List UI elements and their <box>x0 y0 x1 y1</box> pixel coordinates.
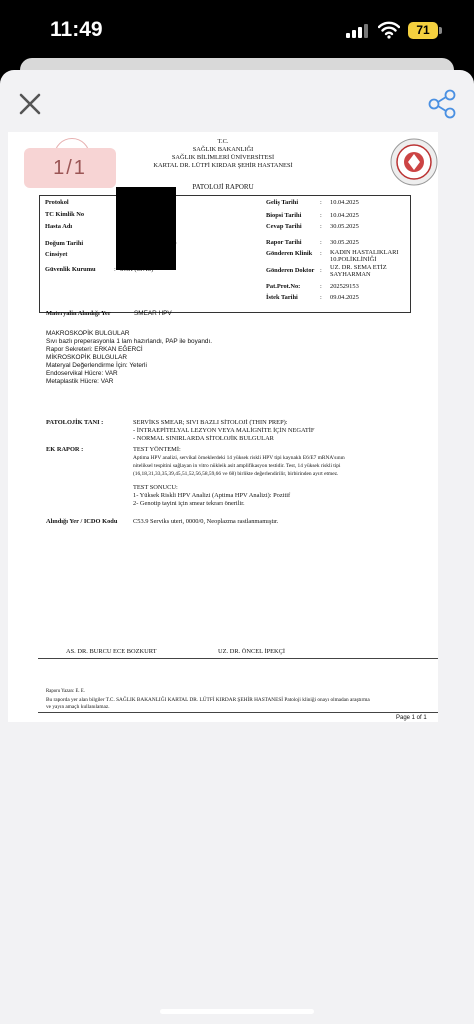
page-indicator: 1/1 <box>24 148 116 188</box>
header-line-3: SAĞLIK BİLİMLERİ ÜNİVERSİTESİ <box>171 154 275 161</box>
material-value: SMEAR HPV <box>134 310 172 317</box>
signature-rule <box>38 658 438 659</box>
hasta-adi-label: Hasta Adı <box>45 223 73 230</box>
footer-line-2: ve yayın amaçlı kullanılamaz. <box>46 704 110 710</box>
biopsi-tarihi-value: 10.04.2025 <box>330 212 359 219</box>
home-indicator[interactable] <box>160 1009 314 1014</box>
istek-tarihi-value: 09.04.2025 <box>330 294 359 301</box>
page-of: Page 1 of 1 <box>396 715 427 721</box>
close-icon[interactable] <box>16 90 44 118</box>
rapor-tarihi-label: Rapor Tarihi <box>266 239 302 246</box>
guvenlik-kurumu-colon: : <box>114 266 116 273</box>
footer-line-1: Bu raporda yer alan bilgiler T.C. SAĞLIK BAKANLIĞI KARTAL DR. LÜTFİ KIRDAR ŞEHİR HASTANESİ Patoloji kliniği onayı olmadan araştırma <box>46 697 370 703</box>
footer-rule <box>38 712 438 713</box>
diagnosis-line-1: SERVİKS SMEAR; SIVI BAZLI SİTOLOJİ (THIN PREP): <box>133 419 288 426</box>
header-line-1: T.C. <box>217 138 229 145</box>
ek-line-4: (16,18,31,33,35,39,45,51,52,56,58,59,66 ve 68) birlikte değerlendirilir, birbirinden ayırt etmez. <box>133 471 339 477</box>
macro-line-4: MİKROSKOPİK BULGULAR <box>46 354 127 361</box>
macro-line-3: Rapor Sekreteri: ERKAN EĞERCİ <box>46 346 143 353</box>
ek-line-8: 2- Genotip tayini için smear tekrarı önerilir. <box>133 500 245 507</box>
icdo-label: Alındığı Yer / ICDO Kodu <box>46 518 118 525</box>
pat-prot-value: 202529153 <box>330 283 359 290</box>
ek-rapor-label: EK RAPOR : <box>46 446 84 453</box>
gonderen-klinik-value: KADIN HASTALIKLARI <box>330 249 399 256</box>
macro-line-6: Endoservikal Hücre: VAR <box>46 370 118 377</box>
share-icon[interactable] <box>426 88 458 120</box>
typist: Raporu Yazan: E. E. <box>46 689 85 694</box>
wifi-icon <box>378 21 400 39</box>
signature-left: AS. DR. BURCU ECE BOZKURT <box>66 648 157 655</box>
battery-indicator: 71 <box>408 22 438 39</box>
document-page[interactable]: 1/1 T.C. SAĞLIK BAKANLIĞI SAĞLIK BİLİMLERİ ÜNİVERSİTESİ KARTAL DR. LÜTFİ KIRDAR ŞEHİR HASTANESİ PATOLOJİ RAPORU Protokol TC Kimlik No Hasta Adı Doğum Tarihi Cinsiyet Güvenlik Kurumu : Geliş Tarihi : 10.04.2025 Biopsi Tarihi : 10.04.2025 Cevap Tarihi : 30.05.2025 Rapor Tarihi : 30.05.2025 Gönderen Klinik : KADIN HASTALIKLARI 10.POLİKLİNİĞİ Gönderen Doktor : UZ. DR. SEMA ETİZ SAYHARMAN Pat.Prot.No: : 202529153 İstek Tarihi : 09.04.2025 Materyalin Alındığı Yer SMEAR HPV MAKROSKOPİK BULGULAR Sıvı bazlı preperasyonla 1 lam hazırlandı, PAP ile boyandı. Rapor Sekreteri: ERKAN EĞERCİ MİKROSKOPİK BULGULAR Materyal Değerlendirme İçin: Yeterli Endoservikal Hücre: VAR Metaplastik Hücre: VAR PATOLOJİK TANI : SERVİKS SMEAR; SIVI BAZLI SİTOLOJİ (THIN PREP): - İNTRAEPİTELYAL LEZYON VEYA MALİGNİTE İÇİN NEGATİF - NORMAL SINIRLARDA SİTOLOJİK BULGULAR EK RAPOR : TEST YÖNTEMİ: Aptima HPV analizi, servikal örneklerdeki 14 yüksek riskli HPV tipi kaynaklı E6/E7 mRNA'sının niteliksel tespitini sağlayan in vitro nükleik asit amplifikasyon testidir. Test, 14 yüksek riskli tipi (16,18,31,33,35,39,45,51,52,56,58,59,66 ve 68) birlikte değerlendirilir, birbirinden ayırt etmez. TEST SONUCU: 1- Yüksek Riskli HPV Analizi (Aptima HPV Analizi): Pozitif 2- Genotip tayini için smear tekrarı önerilir. Alındığı Yer / ICDO Kodu C53.9 Serviks uteri, 0000/0, Neoplazma rastlanmamıştır. AS. DR. BURCU ECE BOZKURT UZ. DR. ÖNCEL İPEKÇİ Raporu Yazan: E. E. Bu raporda yer alan bilgiler T.C. SAĞLIK BAKANLIĞI KARTAL DR. LÜTFİ KIRDAR ŞEHİR HASTANESİ Patoloji kliniği onayı olmadan araştırma ve yayın amaçlı kullanılamaz. Page 1 of 1 <box>8 132 438 722</box>
cevap-tarihi-label: Cevap Tarihi <box>266 223 302 230</box>
gonderen-doktor-label: Gönderen Doktor <box>266 267 315 274</box>
header-line-2: SAĞLIK BAKANLIĞI <box>192 146 254 153</box>
cellular-signal-icon <box>346 24 370 38</box>
status-time: 11:49 <box>50 18 103 41</box>
ek-line-1: TEST YÖNTEMİ: <box>133 446 181 453</box>
rapor-tarihi-value: 30.05.2025 <box>330 239 359 246</box>
macro-line-5: Materyal Değerlendirme İçin: Yeterli <box>46 362 147 369</box>
macro-line-7: Metaplastik Hücre: VAR <box>46 378 114 385</box>
protokol-label: Protokol <box>45 199 69 206</box>
material-label: Materyalin Alındığı Yer <box>46 310 111 317</box>
cevap-tarihi-value: 30.05.2025 <box>330 223 359 230</box>
redacted-patient-block <box>116 187 176 270</box>
diagnosis-line-3: - NORMAL SINIRLARDA SİTOLOJİK BULGULAR <box>133 435 274 442</box>
diagnosis-label: PATOLOJİK TANI : <box>46 419 104 426</box>
tc-kimlik-label: TC Kimlik No <box>45 211 85 218</box>
macro-line-1: MAKROSKOPİK BULGULAR <box>46 330 130 337</box>
battery-tip <box>439 27 442 34</box>
gonderen-klinik-label: Gönderen Klinik <box>266 250 313 257</box>
hospital-seal-icon <box>386 137 442 187</box>
gelis-tarihi-value: 10.04.2025 <box>330 199 359 206</box>
header-line-4: KARTAL DR. LÜTFİ KIRDAR ŞEHİR HASTANESİ <box>153 162 293 169</box>
ek-line-6: TEST SONUCU: <box>133 484 178 491</box>
guvenlik-kurumu-label: Güvenlik Kurumu <box>45 266 96 273</box>
status-bar <box>0 0 474 62</box>
ek-line-3: niteliksel tespitini sağlayan in vitro nükleik asit amplifikasyon testidir. Test, 14 yüksek riskli tipi <box>133 463 341 469</box>
gonderen-klinik-value-2: 10.POLİKLİNİĞİ <box>330 256 377 263</box>
macro-line-2: Sıvı bazlı preperasyonla 1 lam hazırlandı, PAP ile boyandı. <box>46 338 213 345</box>
gonderen-doktor-value-2: SAYHARMAN <box>330 271 371 278</box>
report-title: PATOLOJİ RAPORU <box>192 183 254 191</box>
gonderen-doktor-value: UZ. DR. SEMA ETİZ <box>330 264 387 271</box>
biopsi-tarihi-label: Biopsi Tarihi <box>266 212 302 219</box>
signature-right: UZ. DR. ÖNCEL İPEKÇİ <box>218 648 286 655</box>
pat-prot-label: Pat.Prot.No: <box>266 283 301 290</box>
icdo-value: C53.9 Serviks uteri, 0000/0, Neoplazma rastlanmamıştır. <box>133 518 279 525</box>
dogum-tarihi-label: Doğum Tarihi <box>45 240 84 247</box>
istek-tarihi-label: İstek Tarihi <box>266 294 298 301</box>
ek-line-7: 1- Yüksek Riskli HPV Analizi (Aptima HPV Analizi): Pozitif <box>133 492 291 499</box>
ek-line-2: Aptima HPV analizi, servikal örneklerdeki 14 yüksek riskli HPV tipi kaynaklı E6/E7 mRNA'sının <box>133 455 345 461</box>
cinsiyet-label: Cinsiyet <box>45 251 68 258</box>
diagnosis-line-2: - İNTRAEPİTELYAL LEZYON VEYA MALİGNİTE İÇİN NEGATİF <box>133 427 315 434</box>
gelis-tarihi-label: Geliş Tarihi <box>266 199 299 206</box>
